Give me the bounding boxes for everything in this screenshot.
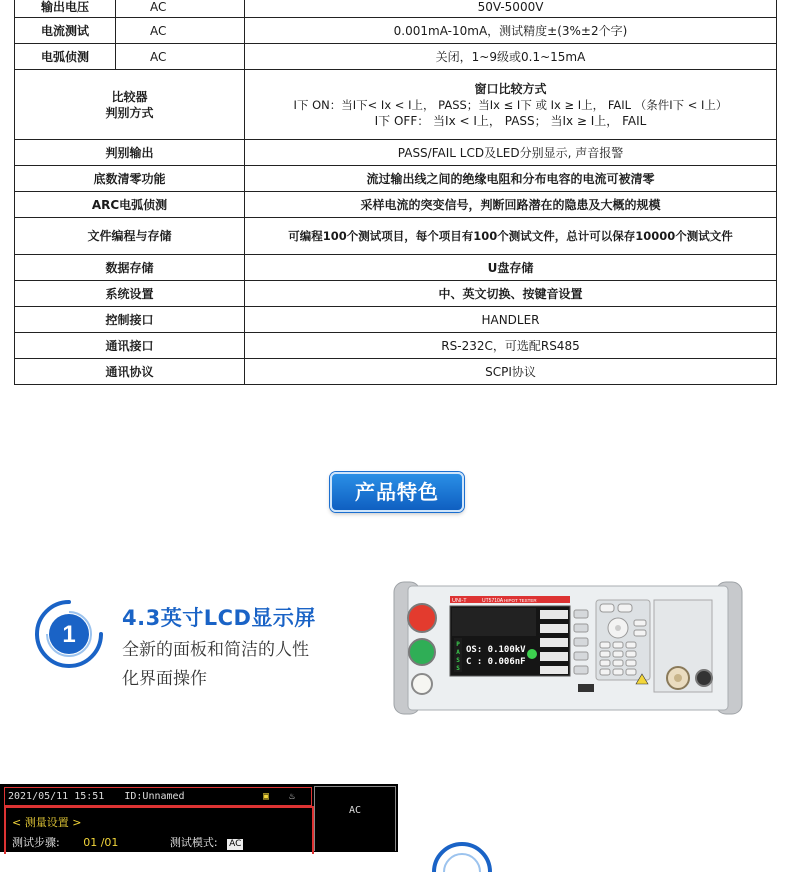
table-row	[15, 18, 777, 44]
table-row	[15, 192, 777, 218]
power-button	[412, 674, 432, 694]
comparator-line2: I下 ON：当I下< Ix < I上， PASS；当Ix ≤ I下 或 Ix ≥ I上， FAIL （条件I下 < I上）	[293, 97, 728, 112]
hipot-tester-image	[392, 578, 744, 718]
feature-description	[122, 636, 352, 694]
spec-value: 流过输出线之间的绝缘电阻和分布电容的电流可被清零	[245, 166, 777, 192]
table-row	[15, 166, 777, 192]
table-row	[15, 359, 777, 385]
spec-value: RS-232C，可选配RS485	[245, 333, 777, 359]
lcd-header	[4, 787, 312, 806]
table-row	[15, 307, 777, 333]
table-row	[15, 140, 777, 166]
spec-value: PASS/FAIL LCD及LED分别显示, 声音报警	[245, 140, 777, 166]
feature-desc-line2: 化界面操作	[122, 669, 207, 689]
section-title-badge: 产品特色	[330, 472, 464, 512]
name-label: HIPOT TESTER	[504, 598, 537, 603]
spec-mode: AC	[116, 18, 245, 44]
spec-label: ARC电弧侦测	[15, 192, 245, 218]
lcd-mode-value[interactable]: AC	[229, 839, 242, 849]
spec-value: HANDLER	[245, 307, 777, 333]
spec-label: 电流测试	[15, 18, 116, 44]
lcd-step-label: 测试步骤:	[12, 836, 60, 849]
svg-text:A: A	[456, 649, 460, 656]
lcd-side-softkey[interactable]: AC	[314, 786, 396, 851]
lcd-step-row	[12, 834, 308, 850]
stop-button	[408, 604, 436, 632]
lcd-screenshot	[0, 784, 398, 852]
comparator-label-line1: 比较器	[111, 89, 148, 104]
lcd-crumb-label: 测量设置	[24, 816, 69, 829]
spec-value: SCPI协议	[245, 359, 777, 385]
chevron-left-icon[interactable]: <	[12, 816, 22, 829]
spec-label: 系统设置	[15, 281, 245, 307]
lcd-mode-label: 测试模式:	[169, 836, 218, 849]
feature-number: 1	[62, 621, 76, 648]
spec-label: 输出电压	[15, 0, 116, 18]
comparator-label-line2: 判别方式	[105, 105, 154, 120]
comparator-value	[245, 70, 777, 140]
svg-text:S: S	[456, 665, 460, 672]
brand-label: UNI-T	[452, 598, 467, 604]
bell-icon[interactable]: ♨	[289, 791, 296, 802]
lcd-breadcrumb[interactable]	[12, 814, 81, 830]
feature-number-icon	[33, 598, 105, 670]
spec-label: 文件编程与存储	[15, 218, 245, 255]
comparator-line1: 窗口比较方式	[474, 81, 547, 96]
chevron-right-icon[interactable]: >	[72, 816, 82, 829]
spec-mode: AC	[116, 0, 245, 18]
feature-number-icon	[430, 832, 494, 872]
spec-label: 控制接口	[15, 307, 245, 333]
save-icon[interactable]: ▣	[263, 791, 270, 802]
table-row	[15, 255, 777, 281]
feature-desc-line1: 全新的面板和简洁的人性	[122, 640, 309, 660]
feature-title: 4.3英寸LCD显示屏	[122, 606, 316, 630]
table-row	[15, 218, 777, 255]
spec-value: 采样电流的突变信号，判断回路潜在的隐患及大概的规模	[245, 192, 777, 218]
model-label: UT5710A	[482, 598, 504, 604]
spec-value: U盘存储	[245, 255, 777, 281]
spec-value: 中、英文切换、按键音设置	[245, 281, 777, 307]
spec-value: 0.001mA-10mA，测试精度±(3%±2个字)	[245, 18, 777, 44]
spec-label: 底数清零功能	[15, 166, 245, 192]
table-row	[15, 44, 777, 70]
spec-label: 电弧侦测	[15, 44, 116, 70]
start-button	[409, 639, 435, 665]
comparator-label	[15, 70, 245, 140]
spec-value: 50V-5000V	[245, 0, 777, 18]
lcd-datetime: 2021/05/11 15:51	[8, 791, 105, 802]
table-row	[15, 70, 777, 140]
spec-mode: AC	[116, 44, 245, 70]
table-row	[15, 333, 777, 359]
table-row	[15, 281, 777, 307]
lcd-id: ID:Unnamed	[124, 791, 185, 802]
spec-value: 关闭，1~9级或0.1~15mA	[245, 44, 777, 70]
spec-label: 数据存储	[15, 255, 245, 281]
lcd-measure-panel	[4, 806, 314, 854]
spec-label: 通讯协议	[15, 359, 245, 385]
lcd-step-value[interactable]: 01 /01	[83, 836, 119, 849]
comparator-line3: I下 OFF： 当Ix < I上， PASS； 当Ix ≥ I上， FAIL	[374, 113, 647, 128]
spec-label: 通讯接口	[15, 333, 245, 359]
spec-value: 可编程100个测试项目，每个项目有100个测试文件，总计可以保存10000个测试文件	[245, 218, 777, 255]
spec-table	[14, 0, 777, 385]
svg-text:P: P	[456, 641, 460, 648]
table-row	[15, 0, 777, 18]
os-reading: OS: 0.100kV	[466, 645, 526, 655]
spec-label: 判别输出	[15, 140, 245, 166]
svg-text:S: S	[456, 657, 460, 664]
c-reading: C : 0.006nF	[466, 657, 526, 667]
